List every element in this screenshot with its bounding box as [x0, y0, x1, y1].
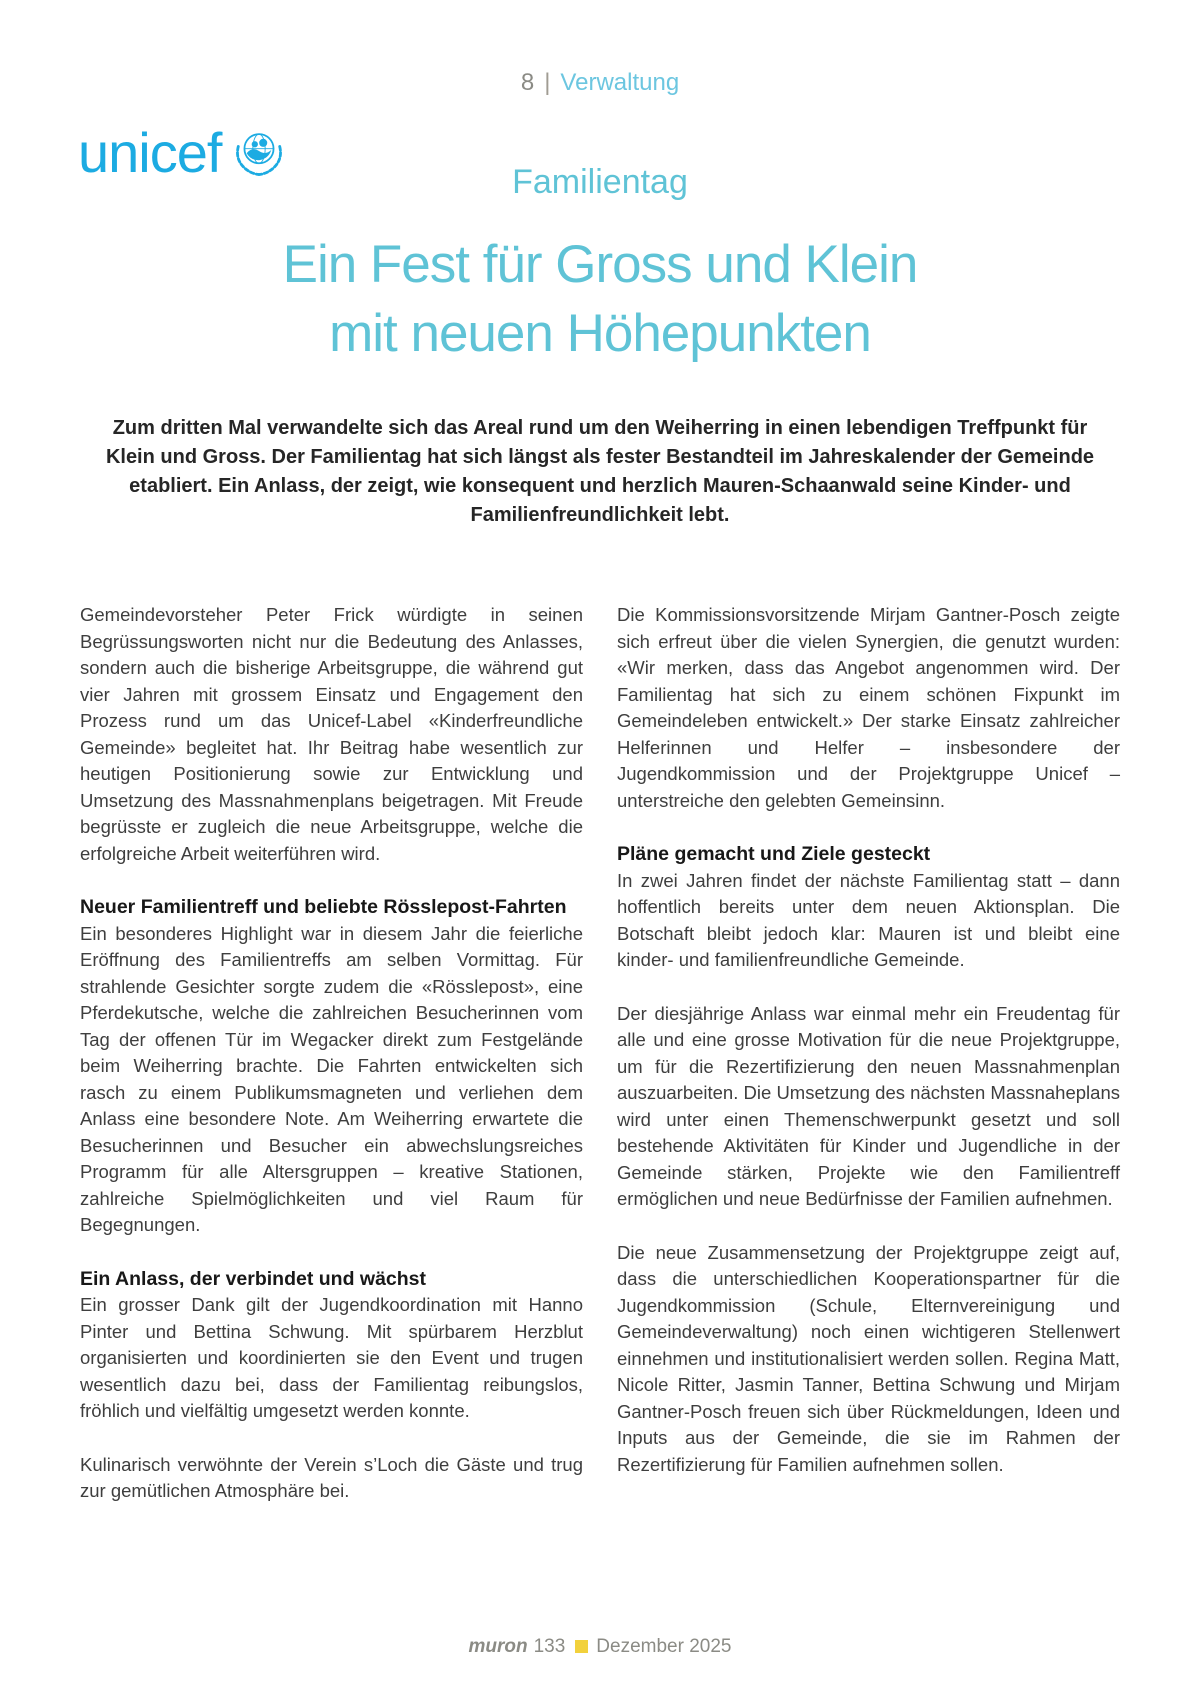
- header-separator: |: [544, 69, 551, 96]
- body-paragraph: Ein grosser Dank gilt der Jugendkoordination mit Hanno Pinter und Bettina Schwung. Mit spürbarem Herzblut organisierten und koordinierten sie den Event und trugen wesentlich dazu bei, dass der Familientag reibungslos, fröhlich und vielfältig umgesetzt werden konnte.: [80, 1294, 583, 1421]
- page-footer: [0, 1636, 1200, 1658]
- footer-square-icon: [575, 1640, 588, 1653]
- issue-date: Dezember 2025: [596, 1636, 732, 1657]
- article-title: [0, 230, 1200, 368]
- body-paragraph: Ein besonderes Highlight war in diesem Jahr die feierliche Eröffnung des Familientreffs am selben Vormittag. Für strahlende Gesichter sorgte zudem die «Rösslepost», eine Pferdekutsche, welche die zahlreichen Besucherinnen vom Tag der offenen Tür im Wegacker direkt zum Festgelände beim Weiherring brachte. Die Fahrten entwickelten sich rasch zu einem Publikumsmagneten und verliehen dem Anlass eine besondere Note. Am Weiherring erwartete die Besucherinnen und Besucher ein abwechslungsreiches Programm für alle Altersgruppen – kreative Stationen, zahlreiche Spielmöglichkeiten und viel Raum für Begegnungen.: [80, 922, 583, 1235]
- section-heading: Pläne gemacht und Ziele gesteckt: [617, 843, 931, 865]
- text-column-left: [80, 602, 583, 1532]
- unicef-wordmark: unicef: [78, 121, 222, 184]
- body-paragraph: Der diesjährige Anlass war einmal mehr ein Freudentag für alle und eine grosse Motivation für die neue Projektgruppe, um für die Rezertifizierung den neuen Massnahmenplan auszuarbeiten. Die Umsetzung des nächsten Massnaheplans wird unter einen Themenschwerpunkt gesetzt und soll bestehende Aktivitäten für Kinder und Jugendliche in der Gemeinde stärken, Projekte wie den Familientreff ermöglichen und neue Bedürfnisse der Familien aufnehmen.: [617, 1002, 1120, 1209]
- unicef-emblem-icon: [231, 128, 287, 184]
- article-body: [80, 602, 1120, 1532]
- body-paragraph: Kulinarisch verwöhnte der Verein s’Loch die Gäste und trug zur gemütlichen Atmosphäre bei.: [80, 1453, 583, 1501]
- section-heading: Ein Anlass, der verbindet und wächst: [80, 1267, 427, 1290]
- issue-number: 133: [533, 1636, 566, 1657]
- body-paragraph: Gemeindevorsteher Peter Frick würdigte in seinen Begrüssungsworten nicht nur die Bedeutung des Anlasses, sondern auch die bisherige Arbeitsgruppe, die während gut vier Jahren mit grossem Einsatz und Engagement den Prozess rund um das Unicef-Label «Kinderfreundliche Gemeinde» begleitet hat. Ihr Beitrag habe wesentlich zur heutigen Positionierung sowie zur Entwicklung und Umsetzung des Massnahmenplans beigetragen. Mit Freude begrüsste er zugleich die neue Arbeitsgruppe, welche die erfolgreiche Arbeit weiterführen wird.: [80, 604, 583, 864]
- article-kicker: Familientag: [512, 163, 688, 201]
- page-header: [0, 0, 1200, 98]
- body-paragraph: In zwei Jahren findet der nächste Familientag statt – dann hoffentlich bereits unter dem neuen Aktionsplan. Die Botschaft bleibt jedoch klar: Mauren ist und bleibt eine kinder- und familienfreundliche Gemeinde.: [617, 869, 1120, 970]
- section-label: Verwaltung: [560, 69, 680, 96]
- magazine-name: muron: [468, 1636, 528, 1657]
- title-line-2: mit neuen Höhepunkten: [329, 304, 871, 363]
- body-paragraph: Die neue Zusammensetzung der Projektgruppe zeigt auf, dass die unterschiedlichen Kooperationspartner für die Jugendkommission (Schule, Elternvereinigung und Gemeindeverwaltung) noch einen wichtigeren Stellenwert einnehmen und institutionalisiert werden sollen. Regina Matt, Nicole Ritter, Jasmin Tanner, Bettina Schwung und Mirjam Gantner-Posch freuen sich über Rückmeldungen, Ideen und Inputs aus der Gemeinde, die sie im Rahmen der Rezertifizierung für Familien aufnehmen sollen.: [617, 1241, 1120, 1475]
- article-lead: Zum dritten Mal verwandelte sich das Areal rund um den Weiherring in einen lebendigen Treffpunkt für Klein und Gross. Der Familientag hat sich längst als fester Bestandteil im Jahreskalender der Gemeinde etabliert. Ein Anlass, der zeigt, wie konsequent und herzlich Mauren-Schaanwald seine Kinder- und Familienfreundlichkeit lebt.: [105, 417, 1095, 526]
- page-number: 8: [520, 69, 535, 96]
- section-heading: Neuer Familientreff und beliebte Rösslepost-Fahrten: [80, 896, 567, 918]
- body-paragraph: Die Kommissionsvorsitzende Mirjam Gantner-Posch zeigte sich erfreut über die vielen Synergien, die genutzt wurden: «Wir merken, dass das Angebot angenommen wird. Der Familientag hat sich zu einem schönen Fixpunkt im Gemeindeleben entwickelt.» Der starke Einsatz zahlreicher Helferinnen und Helfer – insbesondere der Jugendkommission und der Projektgruppe Unicef – unterstreiche den gelebten Gemeinsinn.: [617, 604, 1120, 811]
- unicef-logo: [78, 121, 287, 184]
- text-column-right: [617, 602, 1120, 1532]
- title-line-1: Ein Fest für Gross und Klein: [282, 235, 918, 294]
